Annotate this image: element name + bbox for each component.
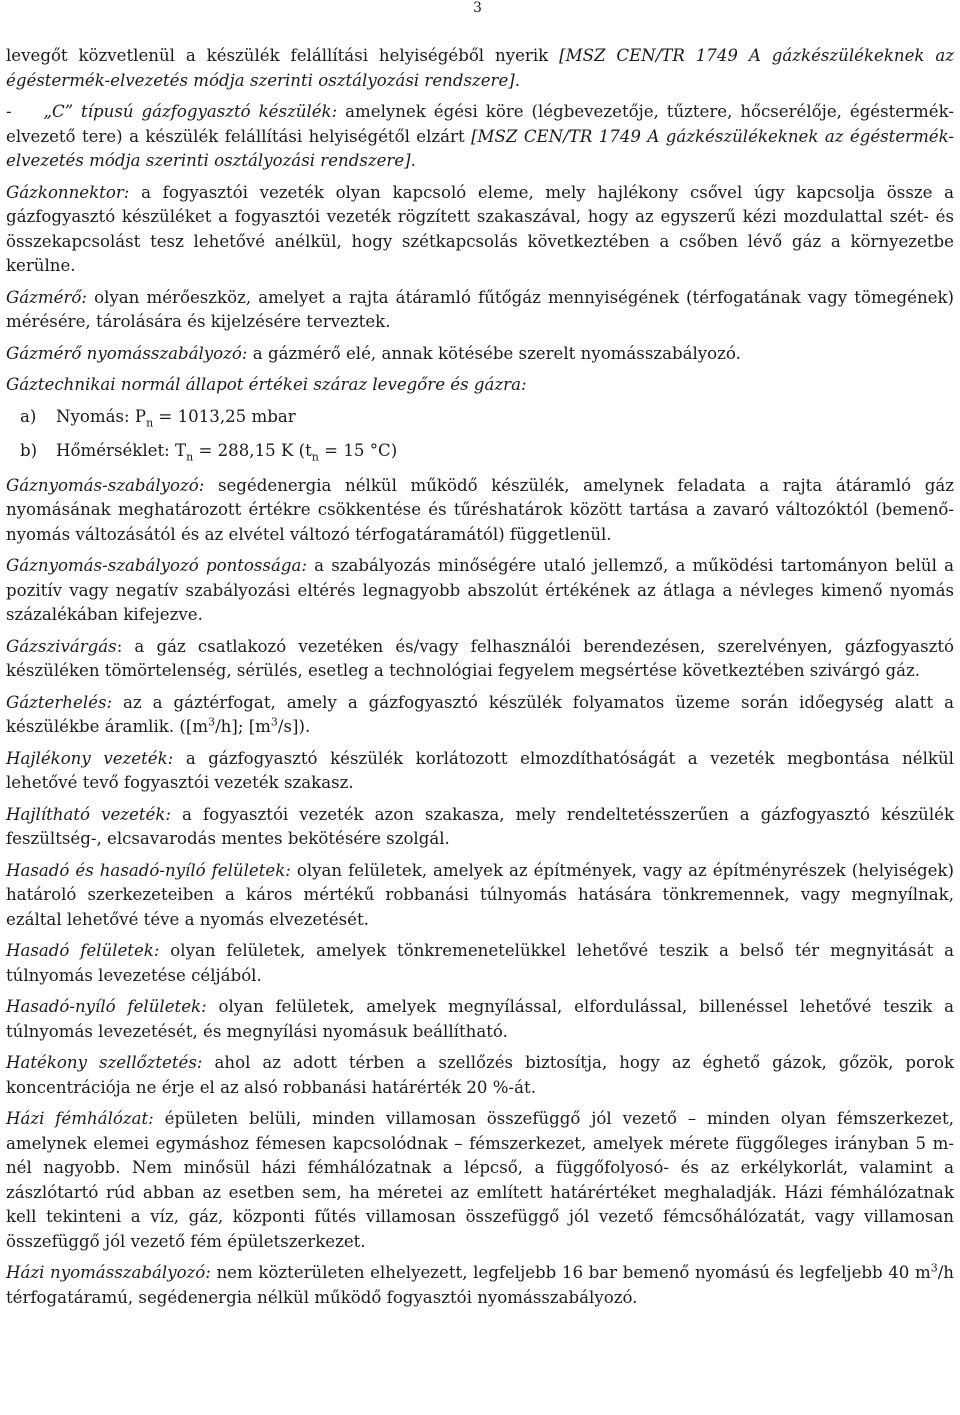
definition-hasado-es-hasado-nyilo [6,859,954,933]
definition-gaznyomas-pontossaga [6,554,954,628]
definition-term: Gázszivárgás [6,636,117,656]
definition-hasado-feluletek [6,939,954,988]
definition-text: segédenergia nélkül működő készülék, amelynek feladata a rajta átáramló gáz nyomásának meghatározott értékre csökkentése és tűréshatárok között tartása a zavaró változóktól (bemenő-nyomás változásától és az elvétel változó térfogatáramától) függetlenül. [6,475,954,544]
definition-term: Gáznyomás-szabályozó pontossága: [6,556,307,575]
definition-term: Hasadó és hasadó-nyíló felületek: [6,860,291,880]
definition-term: Házi fémhálózat: [6,1109,154,1128]
normal-state-item-a [20,405,954,430]
definition-gazmero-nyomasszabalyozo [6,342,954,367]
item-subscript: n [146,415,154,429]
definition-term: Gáztechnikai normál állapot értékei száraz levegőre és gázra: [6,375,527,394]
definition-term: Gázkonnektor: [6,182,130,202]
definition-text: olyan mérőeszköz, amelyet a rajta átáramló fűtőgáz mennyiségének (térfogatának vagy tömegének) mérésére, tárolására és kijelzésére terveztek. [6,287,954,331]
item-label: b) [20,441,38,460]
definition-text: ahol az adott térben a szellőzés biztosítja, hogy az éghető gázok, gőzök, porok koncentrációja ne érje el az alsó robbanási határérték 20 %-át. [6,1053,954,1097]
definition-text: nem közterületen elhelyezett, legfeljebb 16 bar bemenő nyomású és legfeljebb 40 m [216,1263,931,1282]
definition-term: Hajlékony vezeték: [6,748,174,768]
definition-hajlithato-vezetek [6,803,954,852]
definition-term: Gázterhelés: [6,692,113,712]
definition-text: épületen belüli, minden villamosan összefüggő jól vezető – minden olyan fémszerkezet, amelynek elemei egymáshoz fémesen kapcsolódnak – fémszerkezet, amelyek mérete függőleges irányban 5 m-nél nagyobb. Nem minősül házi fémhálózatnak a lépcső, a függőfolyosó- és az erkélykorlát, valamint a zászlótartó rúd abban az esetben sem, ha méretei az említett határértéket meghaladják. Házi fémhálózatnak kell tekinteni a víz, gáz, központi fűtés villamosan összefüggő jól vezető fémcsőhálózatát, vagy villamosan összefüggő jól vezető fém épületszerkezet. [6,1109,954,1251]
definition-hasado-nyilo-feluletek [6,995,954,1044]
superscript: 3 [208,715,216,729]
definition-gazmero [6,286,954,335]
definition-text: olyan felületek, amelyek tönkremenetelükkel lehetővé teszik a belső tér megnyitását a túlnyomás levezetése céljából. [6,941,954,985]
definition-gaznyomas-szabalyozo [6,474,954,548]
superscript: 3 [930,1261,938,1275]
definition-text: az a gáztérfogat, amely a gázfogyasztó készülék folyamatos üzeme során időegység alatt a készülékbe áramlik. ([m [6,692,954,736]
definition-hazi-femhalozat [6,1107,954,1254]
definition-text: olyan felületek, amelyek megnyílással, elfordulással, billenéssel lehetővé teszik a túlnyomás levezetését, és megnyílási nyomásuk beállítható. [6,997,954,1041]
definition-term: Hatékony szellőztetés: [6,1053,203,1072]
definition-text: a gázmérő elé, annak kötésébe szerelt nyomásszabályozó. [252,343,741,363]
definition-text: a gázfogyasztó készülék korlátozott elmozdíthatóságát a vezeték megbontása nélkül lehetővé tevő fogyasztói vezeték szakasz. [6,748,954,792]
normal-state-item-b [20,439,954,464]
definition-text: a szabályozás minőségére utaló jellemző, a működési tartományon belül a pozitív vagy negatív szabályozási eltérés legnagyobb abszolút értékének az átlaga a névleges kimenő nyomás százalékában kifejezve. [6,556,955,624]
definition-text: /h]; [m [215,717,271,736]
item-subscript: n [186,450,194,464]
page-number: 3 [473,0,482,16]
definition-term: Hajlítható vezeték: [6,804,171,824]
document-body [6,44,954,1317]
item-subscript: n [311,450,319,464]
intro-text: levegőt közvetlenül a készülék felállítási helyiségéből nyerik [6,46,549,65]
item-label: a) [20,406,37,426]
definition-term: Hasadó felületek: [6,941,160,960]
definition-gazkonnektor [6,181,954,279]
definition-term: Gázmérő: [6,287,87,307]
item-text: Hőmérséklet: T [56,441,187,460]
definition-term: Gázmérő nyomásszabályozó: [6,343,248,363]
intro-reference: [MSZ CEN/TR 1749 A gázkészülékeknek az égéstermék-elvezetés módja szerinti osztályozási rendszere]. [6,46,954,90]
definition-hazi-nyomasszabalyozo [6,1261,954,1310]
item-value: = 288,15 K (t [193,441,312,460]
intro-continuation [6,44,954,93]
item-text: Nyomás: P [56,406,147,426]
definition-text: : a gáz csatlakozó vezetéken és/vagy felhasználói berendezésen, szerelvényen, gázfogyasztó készüléken tömörtelenség, sérülés, esetleg a technológiai fegyelem megsértése következtében szivárgó gáz. [6,636,954,680]
definition-text: a fogyasztói vezeték olyan kapcsoló eleme, mely hajlékony csővel úgy kapcsolja össze a gázfogyasztó készüléket a fogyasztói vezeték rögzített szakaszával, hogy az egyszerű kézi mozdulattal szét- és összekapcsolást tesz lehetővé anélkül, hogy szétkapcsolás következtében a csőben lévő gáz a környezetbe kerülne. [6,182,954,275]
definition-term: Gáznyomás-szabályozó: [6,475,205,495]
definition-text: a fogyasztói vezeték azon szakasza, mely rendeltetésszerűen a gázfogyasztó készülék feszültség-, elcsavarodás mentes bekötésére szolgál. [6,804,955,848]
normal-state-heading [6,373,954,398]
definition-gazterheles [6,691,954,740]
item-value: = 15 °C) [318,441,398,460]
definition-text: /h térfogatáramú, segédenergia nélkül működő fogyasztói nyomásszabályozó. [6,1263,954,1307]
definition-term: Házi nyomásszabályozó: [6,1263,211,1282]
bullet-dash: - [6,102,12,121]
definition-text: olyan felületek, amelyek az építmények, vagy az építményrészek (helyiségek) határoló szerkezeteiben a káros mértékű robbanási túlnyomás hatására tönkremennek, vagy megnyílnak, ezáltal lehetővé téve a nyomás elvezetését. [6,860,954,929]
ref-c-type: [MSZ CEN/TR 1749 A gázkészülékeknek az égéstermék-elvezetés módja szerinti osztályozási rendszere]. [6,126,954,170]
bullet-c-type [6,100,954,174]
definition-gazszivargas [6,635,954,684]
def-c-type: amelynek égési köre (légbevezetője, tűztere, hőcserélője, égéstermék-elvezető tere) a készülék felállítási helyiségétől elzárt [6,102,954,146]
definition-term: Hasadó-nyíló felületek: [6,997,207,1016]
superscript: 3 [270,715,278,729]
definition-hatekony-szellozetes [6,1051,954,1100]
term-c-type: „C” típusú gázfogyasztó készülék: [43,102,338,121]
definition-text: /s]). [277,717,311,736]
definition-hajlekony-vezetek [6,747,954,796]
item-value: = 1013,25 mbar [153,406,296,426]
